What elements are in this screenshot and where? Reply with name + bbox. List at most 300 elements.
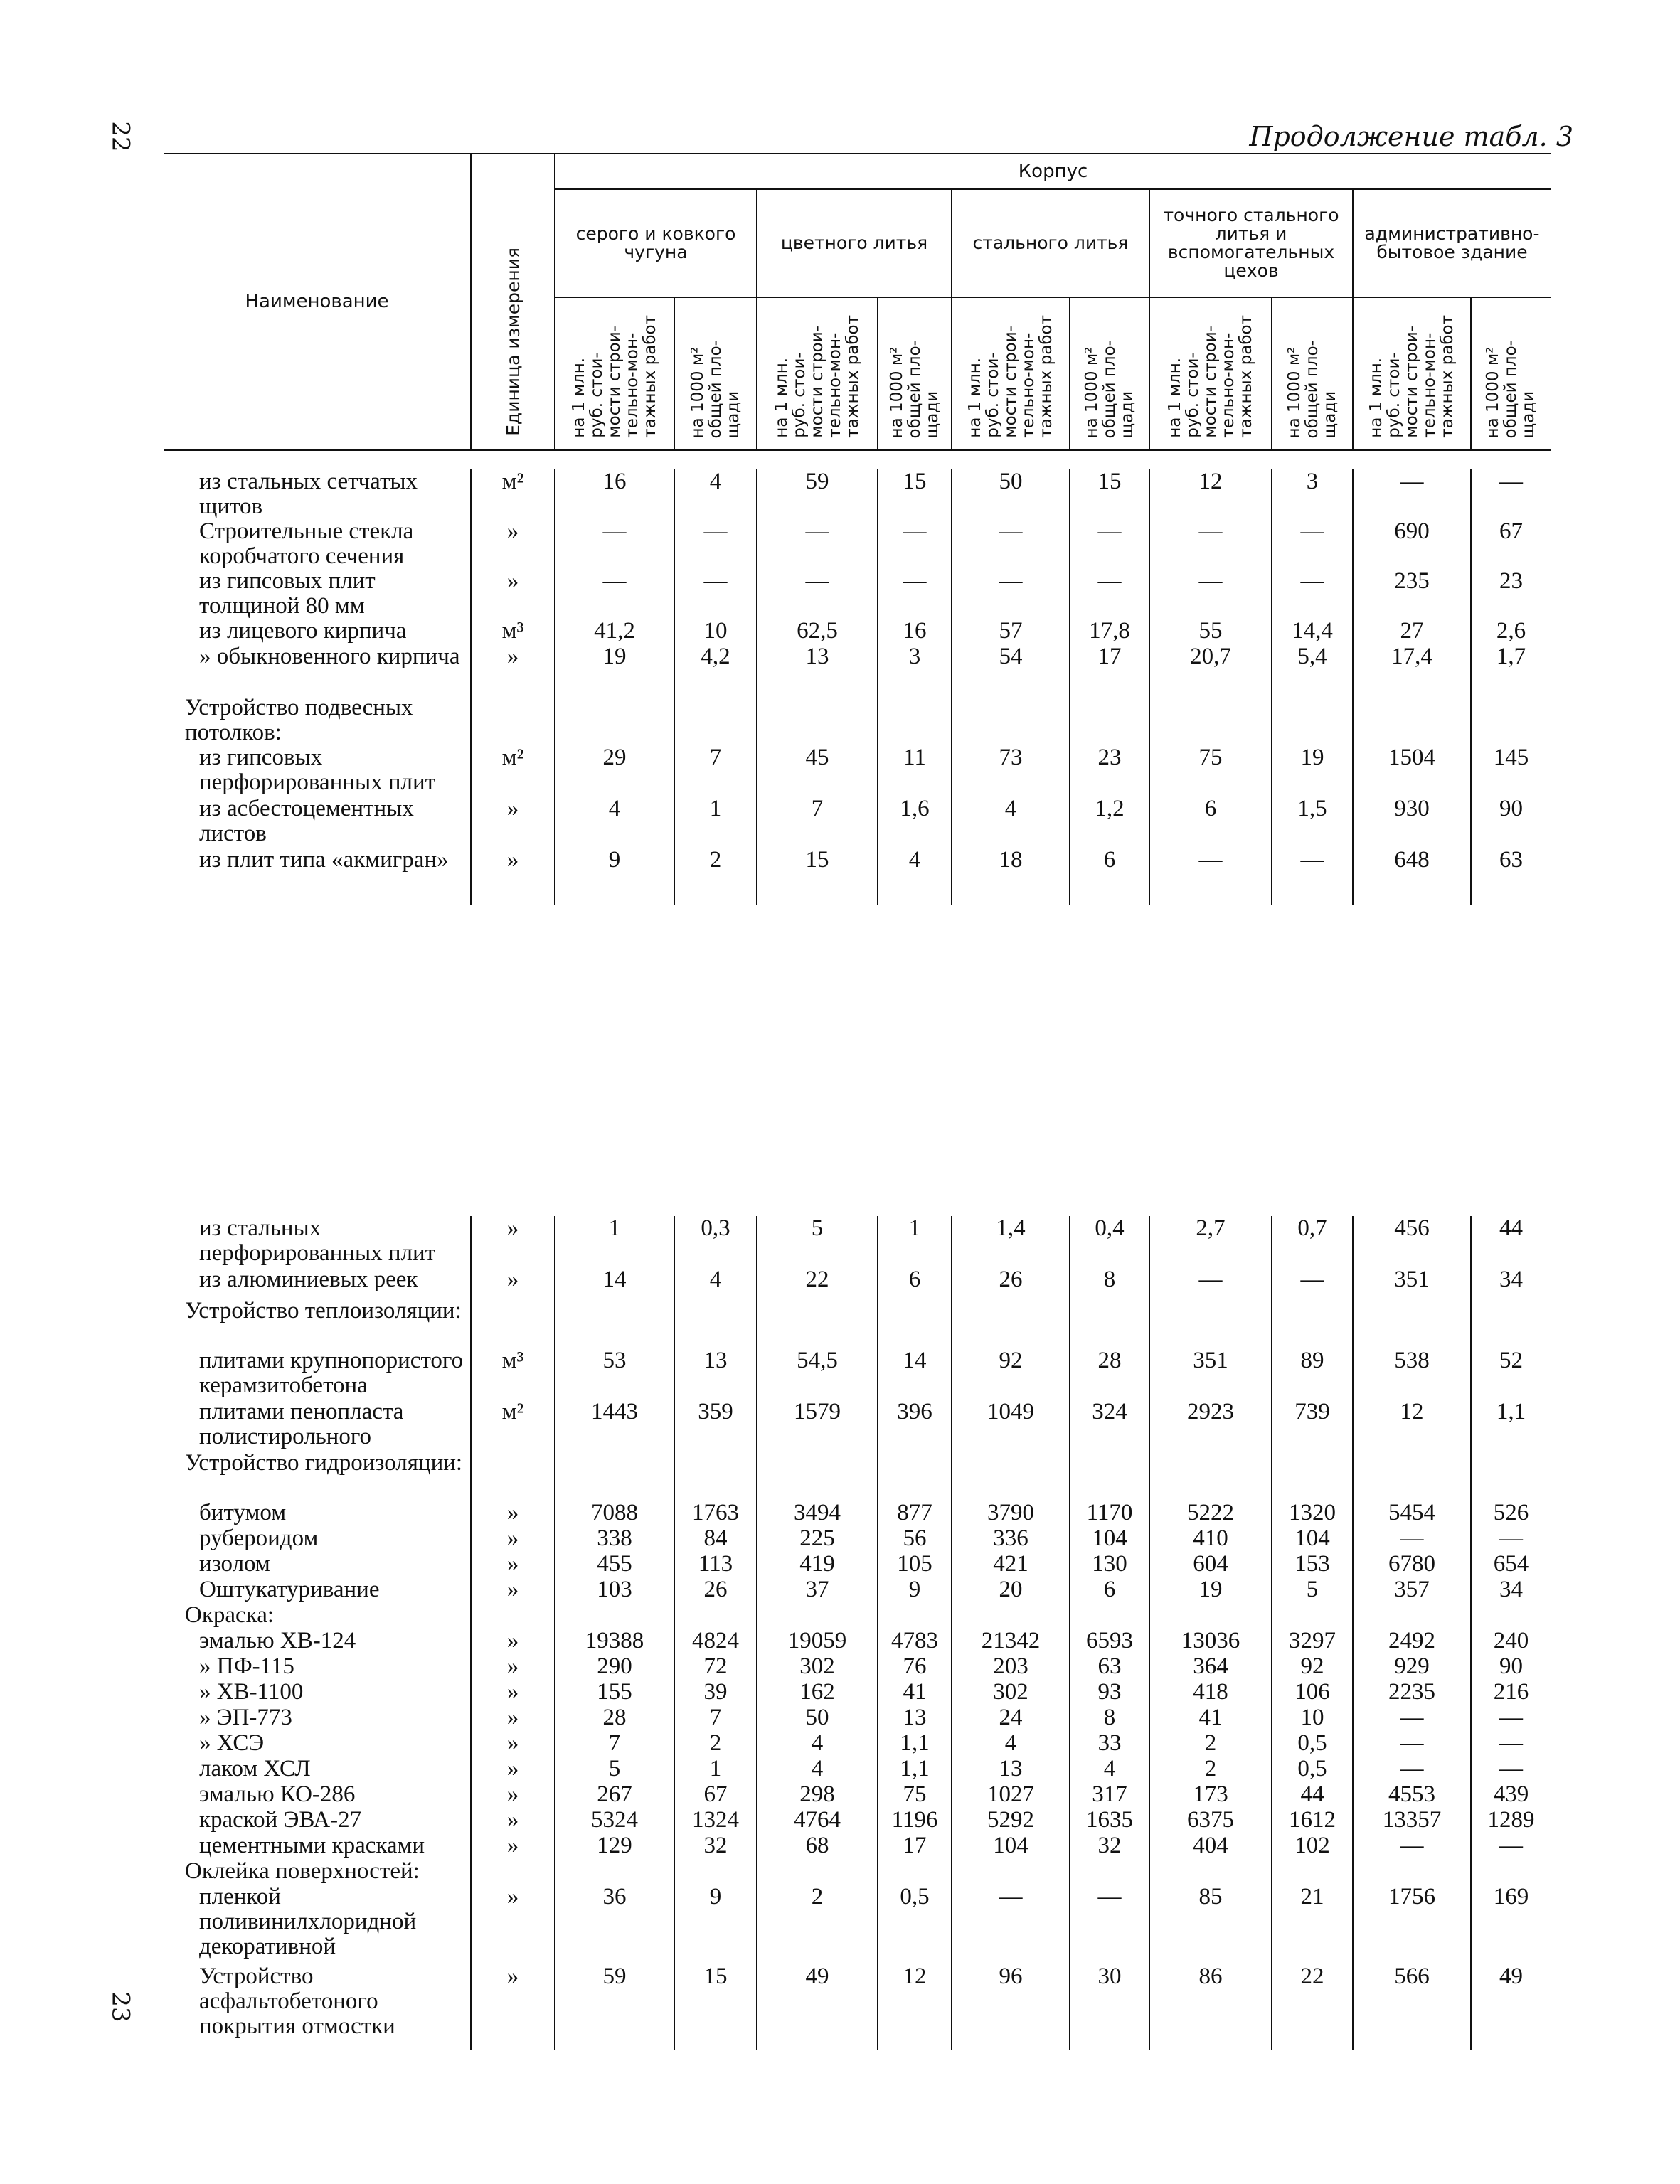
row-value [1353,1603,1471,1629]
row-name: пленкой поливинилхлоридной декоративной [199,1884,417,1959]
row-value: 5454 [1353,1501,1471,1526]
subheader-a: на 1 млн. руб. стои- мости строи- тельно-мон- тажных работ [555,297,674,450]
row-value: — [757,569,878,619]
row-value: — [1149,1267,1272,1299]
group-gray-iron: серого и ковкого чугуна [555,189,757,297]
row-value [757,1603,878,1629]
row-value: 1289 [1487,1807,1535,1833]
row-value: — [1499,1730,1523,1756]
row-value: 22 [757,1267,878,1299]
row-value: — [878,569,952,619]
row-value: 421 [952,1552,1070,1577]
row-value: 54,5 [757,1348,878,1400]
row-name: Оштукатуривание [199,1577,380,1602]
row-value: 113 [674,1552,757,1577]
row-name: Устройство теплоизоляции: [185,1298,462,1323]
row-value: 18 [952,848,1070,905]
row-unit [471,696,555,745]
row-value: — [1149,848,1272,905]
row-value: 7 [555,1731,674,1757]
row-value: 4783 [878,1629,952,1654]
row-value: 2 [674,1731,757,1757]
row-value: 17 [878,1833,952,1859]
row-value [674,1603,757,1629]
row-value [952,1299,1070,1348]
row-value [674,1859,757,1885]
row-name: изолом [199,1551,270,1577]
row-value: — [1353,1705,1471,1731]
row-value: 0,5 [1272,1757,1353,1782]
row-unit [471,1299,555,1348]
table-row [164,848,1551,905]
row-value: — [1353,1731,1471,1757]
row-value: 22 [1272,1964,1353,2050]
subheader-b: на 1000 м² общей пло- щади [1484,339,1538,438]
row-value: 11 [878,745,952,797]
row-value: 302 [757,1654,878,1680]
row-value: 359 [674,1400,757,1451]
table-row [164,797,1551,848]
row-unit: » [471,1833,555,1859]
row-value [674,1299,757,1348]
table-row [164,1552,1551,1577]
table-row [164,1654,1551,1680]
row-value: 1763 [674,1501,757,1526]
table-row [164,519,1551,569]
row-value: 34 [1499,1267,1523,1292]
row-value: 169 [1493,1884,1529,1909]
row-value: 72 [674,1654,757,1680]
table-row [164,1526,1551,1552]
row-name: из гипсовых плит толщиной 80 мм [199,568,376,619]
row-value: — [1272,848,1353,905]
row-value: 1 [674,1757,757,1782]
row-value: 102 [1272,1833,1353,1859]
row-value: 44 [1272,1782,1353,1808]
subheader-a: на 1 млн. руб. стои- мости строи- тельно-мон- тажных работ [1353,297,1471,450]
row-value: 404 [1149,1833,1272,1859]
row-value: 104 [1070,1526,1149,1552]
row-value [1471,1299,1551,1348]
row-value: 4824 [674,1629,757,1654]
row-value: 76 [878,1654,952,1680]
row-value: 92 [952,1348,1070,1400]
table-row [164,1451,1551,1501]
table-row [164,1629,1551,1654]
row-value: 32 [1070,1833,1149,1859]
row-value: 2,6 [1496,618,1526,644]
row-value: 1196 [878,1808,952,1833]
row-value: 336 [952,1526,1070,1552]
row-value: 8 [1070,1705,1149,1731]
row-value: 3297 [1272,1629,1353,1654]
row-value: 4,2 [674,644,757,696]
row-value: 49 [1499,1964,1523,1989]
row-value [1272,696,1353,745]
subheader-b: на 1000 м² общей пло- щади [1070,297,1149,450]
row-value: 418 [1149,1680,1272,1705]
row-value: 28 [1070,1348,1149,1400]
row-value: 0,3 [674,1216,757,1267]
row-value: 19 [555,644,674,696]
row-value: 16 [555,469,674,519]
header-name: Наименование [164,154,471,450]
row-name: Устройство гидроизоляции: [185,1450,463,1476]
row-value: 1,7 [1496,644,1526,669]
row-value [555,696,674,745]
row-value: 1,1 [878,1757,952,1782]
row-value: 14 [878,1348,952,1400]
row-unit: м² [471,1400,555,1451]
row-value: 33 [1070,1731,1149,1757]
row-value: 12 [878,1964,952,2050]
row-value: 351 [1149,1348,1272,1400]
row-value: — [1272,519,1353,569]
row-value: 267 [555,1782,674,1808]
row-value: 90 [1499,1653,1523,1679]
row-value: 5222 [1149,1501,1272,1526]
row-value: 455 [555,1552,674,1577]
group-nonferrous: цветного литья [757,189,952,297]
header-unit [471,154,555,450]
row-value: 4 [757,1731,878,1757]
row-value [674,1451,757,1501]
row-value: 14 [555,1267,674,1299]
row-value [878,1603,952,1629]
row-name: цементными красками [199,1833,425,1858]
subheader-a: на 1 млн. руб. стои- мости строи- тельно-мон- тажных работ [757,297,878,450]
row-value: — [1070,569,1149,619]
row-value: 53 [555,1348,674,1400]
row-value: 2,7 [1149,1216,1272,1267]
row-value [952,1451,1070,1501]
row-value: 6 [1070,1577,1149,1603]
group-precision: точного стального литья и вспомогательных цехов [1149,189,1353,297]
page-number-top: 22 [106,121,135,152]
row-value: 2 [1149,1757,1272,1782]
row-value: 357 [1353,1577,1471,1603]
row-value: 6 [878,1267,952,1299]
row-value: 89 [1272,1348,1353,1400]
group-admin: административно-бытовое здание [1353,189,1551,297]
row-name: Устройство подвесных потолков: [185,695,413,745]
row-value: 216 [1493,1679,1529,1705]
table-row [164,1400,1551,1451]
row-value: 1612 [1272,1808,1353,1833]
row-value: — [1499,1525,1523,1551]
subheader-b: на 1000 м² общей пло- щади [1272,297,1353,450]
row-value: 4764 [757,1808,878,1833]
row-value: 3494 [757,1501,878,1526]
row-value: 30 [1070,1964,1149,2050]
row-value [757,1451,878,1501]
row-value: 13 [757,644,878,696]
row-unit: м³ [471,1348,555,1400]
row-value: — [1272,569,1353,619]
row-value [952,1603,1070,1629]
row-value [1149,1299,1272,1348]
row-value: 240 [1493,1628,1529,1653]
row-value: 1027 [952,1782,1070,1808]
row-value: 317 [1070,1782,1149,1808]
row-value: 1 [674,797,757,848]
row-value: 57 [952,619,1070,644]
row-value [1149,1451,1272,1501]
row-value: 50 [952,469,1070,519]
row-value: — [674,519,757,569]
row-value: — [1070,1885,1149,1964]
row-value: 12 [1149,469,1272,519]
row-value: — [1353,1757,1471,1782]
row-name: » ХСЭ [199,1730,265,1756]
row-value: 9 [878,1577,952,1603]
row-value: 2923 [1149,1400,1272,1451]
row-value: 5324 [555,1808,674,1833]
row-value: 338 [555,1526,674,1552]
row-value: 7 [757,797,878,848]
row-name: Устройство асфальтобетоного покрытия отмостки [199,1964,395,2039]
row-value: 36 [555,1885,674,1964]
row-unit: » [471,1216,555,1267]
row-value [555,1299,674,1348]
row-name: » ЭП-773 [199,1705,292,1730]
row-name: Строительные стекла коробчатого сечения [199,518,414,569]
table-header [164,153,1551,451]
row-value: 14,4 [1272,619,1353,644]
row-value: 456 [1353,1216,1471,1267]
row-value: 4 [674,1267,757,1299]
row-unit: » [471,1629,555,1654]
row-value: 145 [1493,745,1529,770]
row-value: 6375 [1149,1808,1272,1833]
row-value: 104 [1272,1526,1353,1552]
row-unit: » [471,1731,555,1757]
row-value: 104 [952,1833,1070,1859]
row-value [1149,1603,1272,1629]
row-value: 235 [1353,569,1471,619]
row-name: из асбестоцементных листов [199,796,414,846]
table-row [164,1757,1551,1782]
row-value [1272,1299,1353,1348]
row-value: 4 [674,469,757,519]
row-value [1070,1603,1149,1629]
row-value: 1,4 [952,1216,1070,1267]
row-value: 13 [952,1757,1070,1782]
row-value: 6780 [1353,1552,1471,1577]
row-value: 526 [1493,1500,1529,1525]
row-value: 1,5 [1272,797,1353,848]
row-value: 225 [757,1526,878,1552]
row-value [555,1603,674,1629]
row-value: 12 [1353,1400,1471,1451]
row-value: — [757,519,878,569]
row-value: 55 [1149,619,1272,644]
row-value: 20,7 [1149,644,1272,696]
row-value: 4 [555,797,674,848]
row-value [1471,1451,1551,1501]
table-row [164,1501,1551,1526]
page-number-bottom: 23 [106,1991,135,2023]
row-value: 1504 [1353,745,1471,797]
row-value: 162 [757,1680,878,1705]
row-value [1272,1859,1353,1885]
row-name: плитами пенопласта полистирольного [199,1399,404,1449]
row-value: 26 [952,1267,1070,1299]
row-name: из алюминиевых реек [199,1267,418,1292]
row-value: 4 [1070,1757,1149,1782]
row-value [952,696,1070,745]
row-unit [471,1451,555,1501]
row-value: 364 [1149,1654,1272,1680]
row-value: 690 [1353,519,1471,569]
row-value: 324 [1070,1400,1149,1451]
row-value: 27 [1353,619,1471,644]
row-value: 15 [878,469,952,519]
table-row [164,745,1551,797]
header-korpus: Корпус [555,154,1551,189]
row-value: 930 [1353,797,1471,848]
row-value: — [1149,519,1272,569]
row-value: 7 [674,1705,757,1731]
row-value: 63 [1499,847,1523,873]
row-unit: » [471,519,555,569]
row-value: 26 [674,1577,757,1603]
row-value: 4 [757,1757,878,1782]
row-value: — [1499,469,1523,494]
row-value: 3790 [952,1501,1070,1526]
row-value [1070,696,1149,745]
row-value: 59 [555,1964,674,2050]
row-value: 155 [555,1680,674,1705]
row-value [1471,696,1551,745]
row-value: 1756 [1353,1885,1471,1964]
row-value: 45 [757,745,878,797]
row-value: — [1499,1756,1523,1781]
row-value: 2 [1149,1731,1272,1757]
row-name: рубероидом [199,1525,319,1551]
row-value: 75 [1149,745,1272,797]
row-unit: » [471,1782,555,1808]
row-value: 302 [952,1680,1070,1705]
table-row [164,469,1551,519]
row-value: — [952,519,1070,569]
table-row [164,1299,1551,1348]
table-row [164,1267,1551,1299]
row-value: 2 [757,1885,878,1964]
row-name: Оклейка поверхностей: [185,1858,420,1884]
row-value: 44 [1499,1215,1523,1241]
row-value: 290 [555,1654,674,1680]
row-unit: » [471,1552,555,1577]
row-value: — [1353,1833,1471,1859]
row-value: 13036 [1149,1629,1272,1654]
row-value: — [878,519,952,569]
group-steel: стального литья [952,189,1149,297]
row-value: 10 [1272,1705,1353,1731]
row-unit: » [471,1501,555,1526]
row-value: 103 [555,1577,674,1603]
row-value [1149,696,1272,745]
row-value: 24 [952,1705,1070,1731]
row-value: 1170 [1070,1501,1149,1526]
row-value: — [674,569,757,619]
table-row [164,644,1551,696]
row-value: 566 [1353,1964,1471,2050]
row-unit: » [471,1757,555,1782]
row-value [1353,696,1471,745]
subheader-b: на 1000 м² общей пло- щади [878,297,952,450]
row-value: 37 [757,1577,878,1603]
row-value: 21342 [952,1629,1070,1654]
row-value [1353,1859,1471,1885]
row-value [555,1859,674,1885]
row-value: 92 [1272,1654,1353,1680]
row-value: — [1499,1833,1523,1858]
row-value: — [1499,1705,1523,1730]
row-unit: » [471,1526,555,1552]
table-row [164,696,1551,745]
row-value: 5292 [952,1808,1070,1833]
row-value: 410 [1149,1526,1272,1552]
row-value: 648 [1353,848,1471,905]
row-value: 1635 [1070,1808,1149,1833]
row-value: 21 [1272,1885,1353,1964]
row-value [1353,1299,1471,1348]
subheader-a: на 1 млн. руб. стои- мости строи- тельно-мон- тажных работ [952,297,1070,450]
row-value: 106 [1272,1680,1353,1705]
table-row [164,1577,1551,1603]
row-value: 13 [878,1705,952,1731]
row-name: эмалью ХВ-124 [199,1628,356,1653]
row-value: 41,2 [555,619,674,644]
row-value: 50 [757,1705,878,1731]
row-value: 63 [1070,1654,1149,1680]
row-value: 351 [1353,1267,1471,1299]
row-value: 9 [674,1885,757,1964]
row-value [1070,1299,1149,1348]
row-value: 5 [1272,1577,1353,1603]
row-value: 19059 [757,1629,878,1654]
row-value: 86 [1149,1964,1272,2050]
row-value: 15 [757,848,878,905]
row-value: 4 [878,848,952,905]
row-unit: м³ [471,619,555,644]
row-value [878,1451,952,1501]
row-value: 13 [674,1348,757,1400]
table-row [164,1603,1551,1629]
row-value: 67 [674,1782,757,1808]
row-value: 5 [757,1216,878,1267]
row-value: 34 [1499,1577,1523,1602]
row-name: из гипсовых перфорированных плит [199,745,436,795]
row-name: из лицевого кирпича [199,618,407,644]
row-unit: » [471,644,555,696]
table-row [164,1859,1551,1885]
row-value [555,1451,674,1501]
row-value: 203 [952,1654,1070,1680]
row-value: 84 [674,1526,757,1552]
subheader-b: на 1000 м² общей пло- щади [674,297,757,450]
row-value: — [1353,1526,1471,1552]
row-value: 52 [1499,1348,1523,1373]
row-value [1471,1603,1551,1629]
row-value: 49 [757,1964,878,2050]
row-value: — [952,569,1070,619]
row-value: 13357 [1353,1808,1471,1833]
row-value: 1 [555,1216,674,1267]
row-value: — [1272,1267,1353,1299]
row-name: из стальных сетчатых щитов [199,469,418,519]
